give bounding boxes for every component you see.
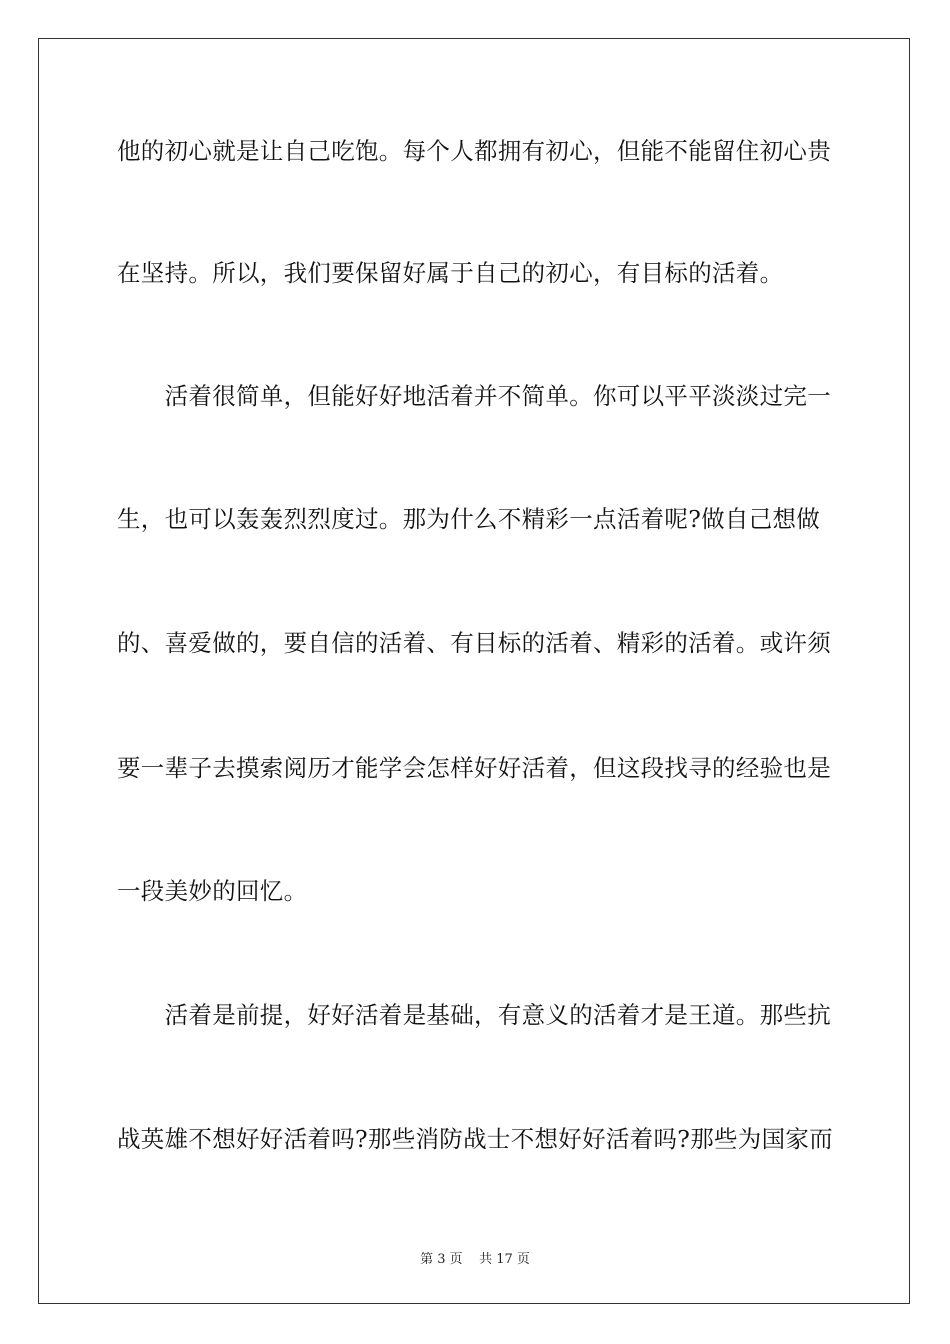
text-line: 的、喜爱做的，要自信的活着、有目标的活着、精彩的活着。或许须 (117, 629, 831, 657)
text-line: 在坚持。所以，我们要保留好属于自己的初心，有目标的活着。 (117, 259, 784, 287)
page-number-footer: 第 3 页 共 17 页 (420, 1252, 530, 1267)
text-line: 活着是前提，好好活着是基础，有意义的活着才是王道。那些抗 (117, 1001, 831, 1029)
text-line: 活着很简单，但能好好地活着并不简单。你可以平平淡淡过完一 (117, 382, 831, 410)
page-border (38, 38, 910, 1304)
text-line: 生，也可以轰轰烈烈度过。那为什么不精彩一点活着呢?做自己想做 (117, 505, 821, 533)
text-line: 他的初心就是让自己吃饱。每个人都拥有初心，但能不能留住初心贵 (117, 137, 831, 165)
text-line: 一段美妙的回忆。 (117, 877, 308, 905)
text-line: 要一辈子去摸索阅历才能学会怎样好好活着，但这段找寻的经验也是 (117, 754, 831, 782)
text-line: 战英雄不想好好活着吗?那些消防战士不想好好活着吗?那些为国家而 (117, 1125, 833, 1153)
